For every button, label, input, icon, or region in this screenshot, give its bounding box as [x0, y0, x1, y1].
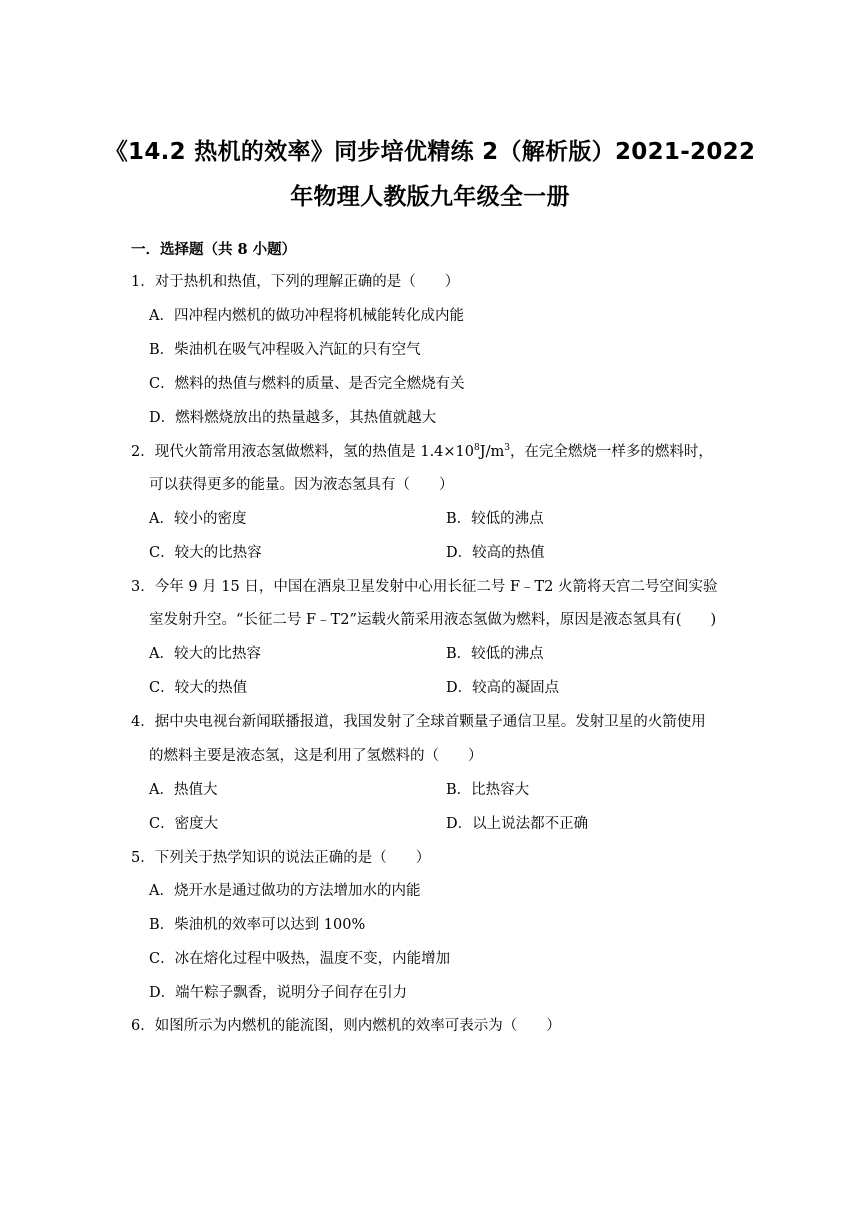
question-number: 3． — [131, 579, 155, 595]
q1-option-c: C．燃料的热值与燃料的质量、是否完全燃烧有关 — [149, 376, 465, 392]
question-4 — [131, 712, 706, 732]
q3-option-a: A．较大的比热容 — [149, 646, 261, 662]
question-number: 4． — [131, 714, 155, 730]
question-stem: 下列关于热学知识的说法正确的是（ ） — [154, 850, 431, 866]
q4-option-c: C．密度大 — [149, 816, 219, 832]
q3-option-b: B．较低的沸点 — [446, 646, 544, 662]
q5-option-a: A．烧开水是通过做功的方法增加水的内能 — [149, 883, 421, 899]
q5-option-c: C．冰在熔化过程中吸热，温度不变，内能增加 — [149, 951, 451, 967]
question-number: 1． — [131, 274, 155, 290]
question-stem-part: 现代火箭常用液态氢做燃料，氢的热值是 1.4×10 — [154, 444, 475, 460]
question-2-continued: 可以获得更多的能量。因为液态氢具有（ ） — [149, 477, 454, 493]
question-stem: 今年 9 月 15 日，中国在酒泉卫星发射中心用长征二号 F﹣T2 火箭将天宫二号空间实验 — [154, 579, 718, 595]
q5-option-d: D．端午粽子飘香，说明分子间存在引力 — [149, 985, 408, 1001]
q3-option-c: C．较大的热值 — [149, 680, 248, 696]
question-stem-part: ，在完全燃烧一样多的燃料时， — [509, 444, 713, 460]
q4-option-a: A．热值大 — [149, 782, 218, 798]
q2-option-c: C．较大的比热容 — [149, 545, 262, 561]
question-4-continued: 的燃料主要是液态氢，这是利用了氢燃料的（ ） — [149, 748, 483, 764]
question-1 — [131, 272, 459, 292]
question-stem: 对于热机和热值，下列的理解正确的是（ ） — [154, 274, 460, 290]
q2-option-a: A．较小的密度 — [149, 511, 247, 527]
q4-option-b: B．比热容大 — [446, 782, 530, 798]
q3-option-d: D．较高的凝固点 — [446, 680, 560, 696]
question-2 — [131, 442, 713, 462]
question-5 — [131, 848, 430, 868]
q2-option-d: D．较高的热值 — [446, 545, 545, 561]
document-title-line-2: 年物理人教版九年级全一册 — [290, 184, 570, 210]
question-stem: 如图所示为内燃机的能流图，则内燃机的效率可表示为（ ） — [154, 1018, 561, 1034]
section-heading: 一．选择题（共 8 小题） — [131, 241, 297, 258]
question-stem-part: J/m — [479, 444, 505, 460]
q2-option-b: B．较低的沸点 — [446, 511, 544, 527]
q1-option-b: B．柴油机在吸气冲程吸入汽缸的只有空气 — [149, 342, 421, 358]
question-number: 6． — [131, 1018, 155, 1034]
q4-option-d: D．以上说法都不正确 — [446, 816, 589, 832]
q1-option-d: D．燃料燃烧放出的热量越多，其热值就越大 — [149, 410, 437, 426]
question-6 — [131, 1016, 561, 1036]
question-number: 2． — [131, 444, 155, 460]
q5-option-b: B．柴油机的效率可以达到 100% — [149, 917, 366, 933]
superscript: 8 — [474, 443, 480, 453]
q1-option-a: A．四冲程内燃机的做功冲程将机械能转化成内能 — [149, 308, 464, 324]
question-number: 5． — [131, 850, 155, 866]
question-3 — [131, 577, 718, 597]
question-3-continued: 室发射升空。“长征二号 F﹣T2”运载火箭采用液态氢做为燃料，原因是液态氢具有( ) — [149, 612, 717, 628]
superscript: 3 — [504, 443, 510, 453]
document-title-line-1: 《14.2 热机的效率》同步培优精练 2（解析版）2021-2022 — [104, 139, 756, 165]
question-stem: 据中央电视台新闻联播报道，我国发射了全球首颗量子通信卫星。发射卫星的火箭使用 — [154, 714, 706, 730]
